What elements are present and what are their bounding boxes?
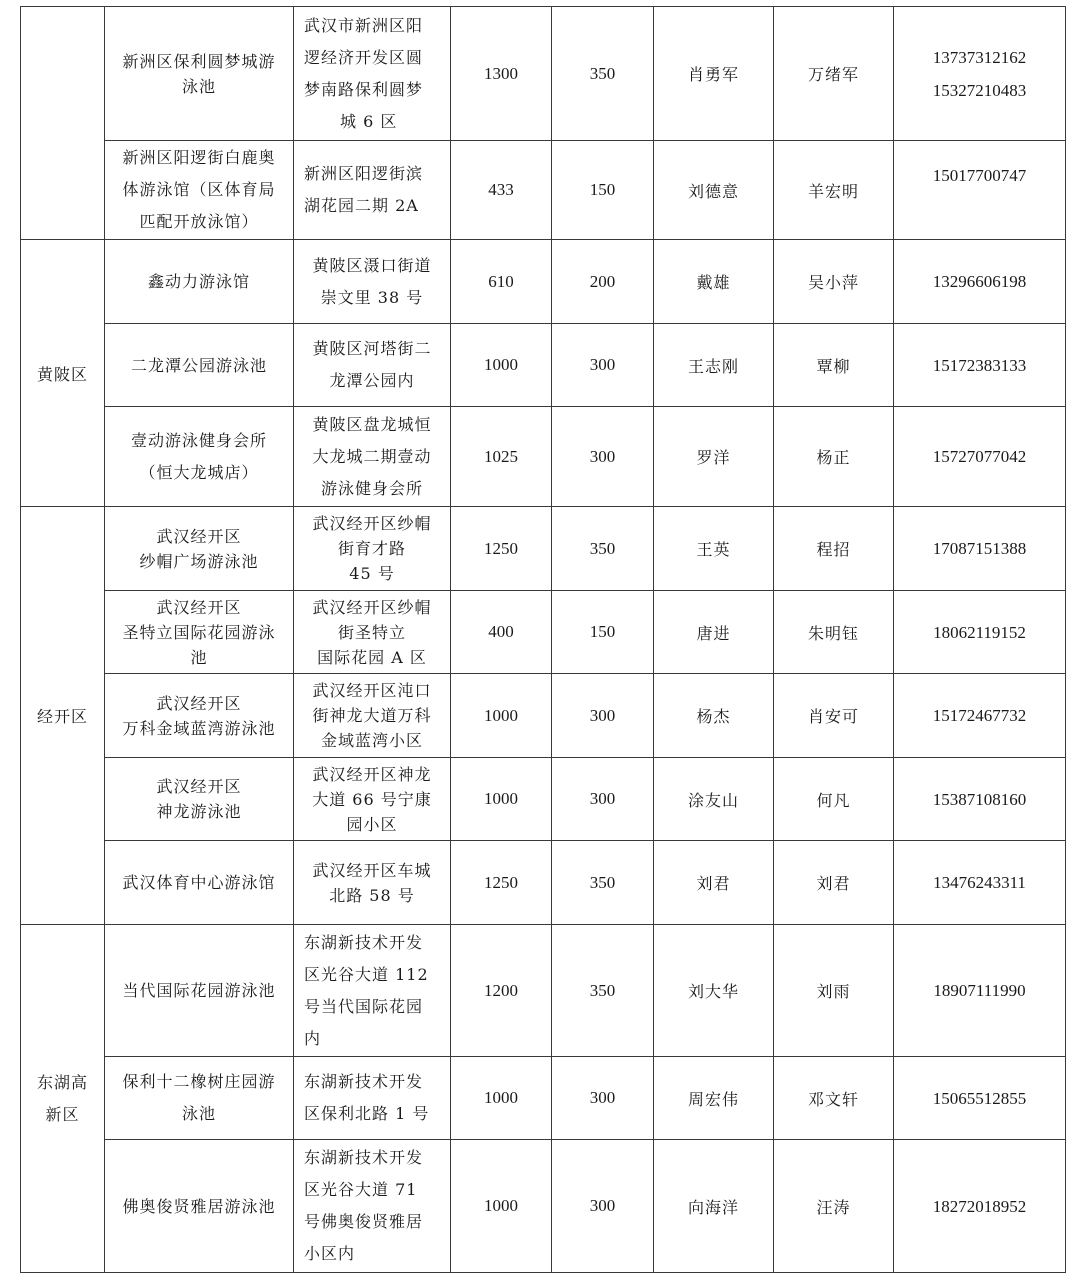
phone-cell: 15727077042 <box>894 407 1066 507</box>
address-cell: 东湖新技术开发 区光谷大道 112 号当代国际花园 内 <box>294 925 451 1057</box>
area-cell: 1300 <box>451 7 552 141</box>
area-cell: 1000 <box>451 324 552 407</box>
address-cell: 黄陂区滠口街道 崇文里 38 号 <box>294 240 451 324</box>
pool-name-cell: 武汉经开区 圣特立国际花园游泳 池 <box>105 591 294 674</box>
table-row <box>21 507 1066 591</box>
phone-cell: 15172383133 <box>894 324 1066 407</box>
capacity-cell: 300 <box>552 407 654 507</box>
pool-name-cell: 武汉经开区 万科金域蓝湾游泳池 <box>105 674 294 758</box>
legal-person-cell: 刘德意 <box>654 141 774 240</box>
area-cell: 1000 <box>451 1140 552 1273</box>
pool-name-cell: 保利十二橡树庄园游 泳池 <box>105 1057 294 1140</box>
address-cell: 新洲区阳逻街滨 湖花园二期 2A <box>294 141 451 240</box>
area-cell: 1000 <box>451 758 552 841</box>
contact-cell: 汪涛 <box>774 1140 894 1273</box>
legal-person-cell: 罗洋 <box>654 407 774 507</box>
table-row <box>21 240 1066 324</box>
phone-cell: 18907111990 <box>894 925 1066 1057</box>
capacity-cell: 350 <box>552 841 654 925</box>
address-cell: 武汉经开区神龙 大道 66 号宁康 园小区 <box>294 758 451 841</box>
phone-cell: 18062119152 <box>894 591 1066 674</box>
legal-person-cell: 杨杰 <box>654 674 774 758</box>
legal-person-cell: 戴雄 <box>654 240 774 324</box>
table-row <box>21 591 1066 674</box>
phone-cell: 17087151388 <box>894 507 1066 591</box>
capacity-cell: 300 <box>552 1140 654 1273</box>
phone-cell: 15387108160 <box>894 758 1066 841</box>
phone-cell: 13296606198 <box>894 240 1066 324</box>
capacity-cell: 350 <box>552 507 654 591</box>
area-cell: 400 <box>451 591 552 674</box>
pool-name-cell: 二龙潭公园游泳池 <box>105 324 294 407</box>
contact-cell: 何凡 <box>774 758 894 841</box>
pool-name-cell: 当代国际花园游泳池 <box>105 925 294 1057</box>
pool-name-cell: 佛奥俊贤雅居游泳池 <box>105 1140 294 1273</box>
legal-person-cell: 向海洋 <box>654 1140 774 1273</box>
capacity-cell: 300 <box>552 1057 654 1140</box>
capacity-cell: 350 <box>552 925 654 1057</box>
phone-cell: 15017700747 <box>894 141 1066 240</box>
area-cell: 1200 <box>451 925 552 1057</box>
capacity-cell: 300 <box>552 324 654 407</box>
address-cell: 武汉经开区纱帽 街育才路 45 号 <box>294 507 451 591</box>
district-cell: 东湖高 新区 <box>21 925 105 1273</box>
contact-cell: 杨正 <box>774 407 894 507</box>
phone-cell: 15172467732 <box>894 674 1066 758</box>
phone-cell: 13476243311 <box>894 841 1066 925</box>
contact-cell: 万绪军 <box>774 7 894 141</box>
phone-cell: 13737312162 15327210483 <box>894 7 1066 141</box>
contact-cell: 羊宏明 <box>774 141 894 240</box>
contact-cell: 刘君 <box>774 841 894 925</box>
pool-name-cell: 武汉经开区 神龙游泳池 <box>105 758 294 841</box>
table-row <box>21 407 1066 507</box>
table-row <box>21 674 1066 758</box>
legal-person-cell: 涂友山 <box>654 758 774 841</box>
area-cell: 1000 <box>451 1057 552 1140</box>
legal-person-cell: 唐进 <box>654 591 774 674</box>
district-cell-continued <box>21 7 105 240</box>
address-cell: 东湖新技术开发 区光谷大道 71 号佛奥俊贤雅居 小区内 <box>294 1140 451 1273</box>
area-cell: 1250 <box>451 841 552 925</box>
area-cell: 1250 <box>451 507 552 591</box>
contact-cell: 朱明钰 <box>774 591 894 674</box>
capacity-cell: 150 <box>552 141 654 240</box>
table-row <box>21 1057 1066 1140</box>
area-cell: 1000 <box>451 674 552 758</box>
area-cell: 1025 <box>451 407 552 507</box>
phone-cell: 15065512855 <box>894 1057 1066 1140</box>
district-cell: 黄陂区 <box>21 240 105 507</box>
legal-person-cell: 周宏伟 <box>654 1057 774 1140</box>
contact-cell: 吴小萍 <box>774 240 894 324</box>
capacity-cell: 300 <box>552 758 654 841</box>
table-row <box>21 925 1066 1057</box>
legal-person-cell: 刘君 <box>654 841 774 925</box>
legal-person-cell: 王英 <box>654 507 774 591</box>
contact-cell: 程招 <box>774 507 894 591</box>
table-row <box>21 141 1066 240</box>
district-cell: 经开区 <box>21 507 105 925</box>
table-row <box>21 841 1066 925</box>
table-row <box>21 324 1066 407</box>
address-cell: 黄陂区河塔街二 龙潭公园内 <box>294 324 451 407</box>
pool-name-cell: 鑫动力游泳馆 <box>105 240 294 324</box>
capacity-cell: 200 <box>552 240 654 324</box>
area-cell: 433 <box>451 141 552 240</box>
address-cell: 武汉经开区车城 北路 58 号 <box>294 841 451 925</box>
contact-cell: 肖安可 <box>774 674 894 758</box>
pool-name-cell: 新洲区保利圆梦城游 泳池 <box>105 7 294 141</box>
address-cell: 武汉市新洲区阳 逻经济开发区圆 梦南路保利圆梦 城 6 区 <box>294 7 451 141</box>
legal-person-cell: 王志刚 <box>654 324 774 407</box>
area-cell: 610 <box>451 240 552 324</box>
pool-name-cell: 武汉经开区 纱帽广场游泳池 <box>105 507 294 591</box>
address-cell: 武汉经开区沌口 街神龙大道万科 金域蓝湾小区 <box>294 674 451 758</box>
capacity-cell: 350 <box>552 7 654 141</box>
contact-cell: 刘雨 <box>774 925 894 1057</box>
contact-cell: 覃柳 <box>774 324 894 407</box>
phone-cell: 18272018952 <box>894 1140 1066 1273</box>
pool-name-cell: 新洲区阳逻街白鹿奥 体游泳馆（区体育局 匹配开放泳馆） <box>105 141 294 240</box>
capacity-cell: 300 <box>552 674 654 758</box>
address-cell: 黄陂区盘龙城恒 大龙城二期壹动 游泳健身会所 <box>294 407 451 507</box>
capacity-cell: 150 <box>552 591 654 674</box>
pool-name-cell: 武汉体育中心游泳馆 <box>105 841 294 925</box>
table-row <box>21 1140 1066 1273</box>
legal-person-cell: 刘大华 <box>654 925 774 1057</box>
contact-cell: 邓文轩 <box>774 1057 894 1140</box>
address-cell: 东湖新技术开发 区保利北路 1 号 <box>294 1057 451 1140</box>
table-row <box>21 7 1066 141</box>
pool-name-cell: 壹动游泳健身会所 （恒大龙城店） <box>105 407 294 507</box>
table-row <box>21 758 1066 841</box>
address-cell: 武汉经开区纱帽 街圣特立 国际花园 A 区 <box>294 591 451 674</box>
pool-table <box>20 6 1066 1273</box>
legal-person-cell: 肖勇军 <box>654 7 774 141</box>
